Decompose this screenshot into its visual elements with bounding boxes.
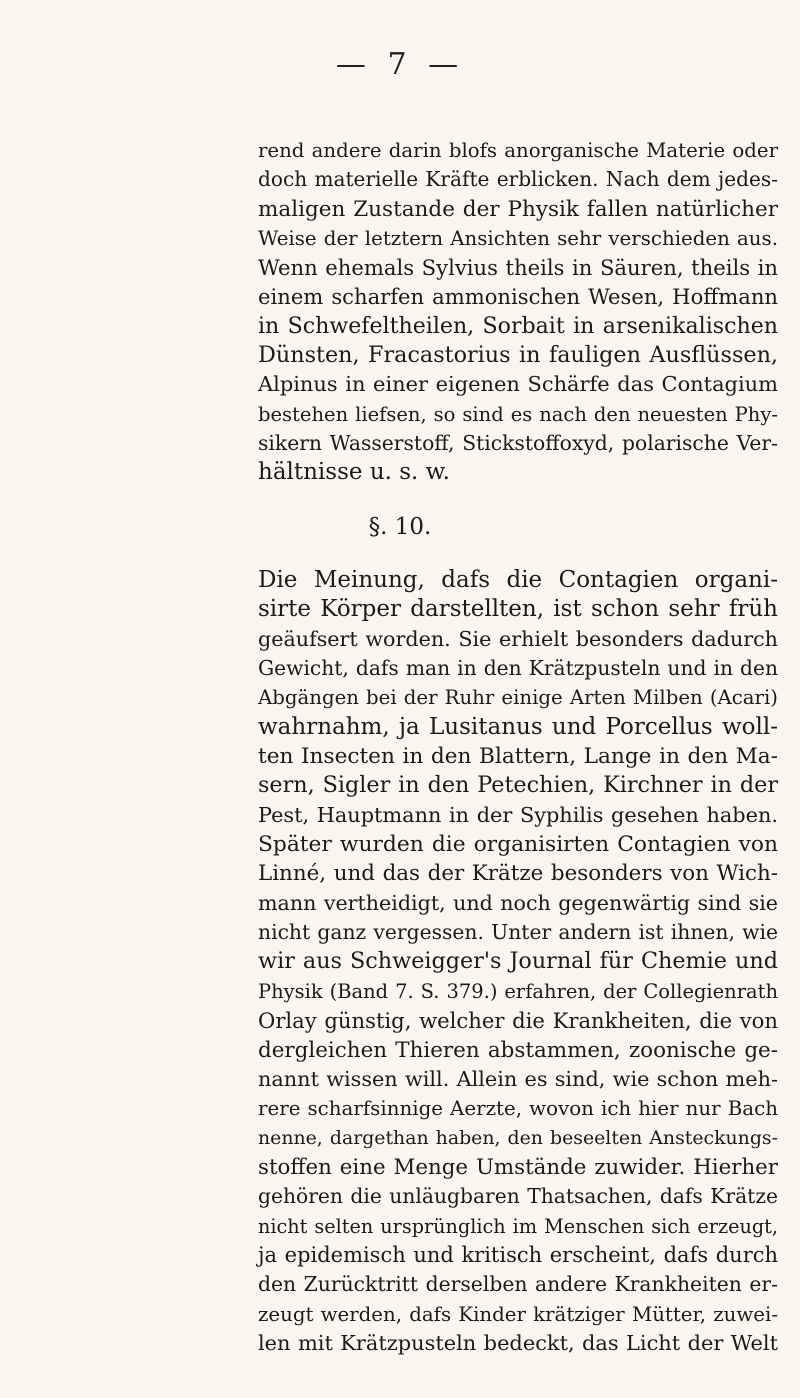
text-line: Orlay günstig, welcher die Krankheiten, die von bbox=[258, 1008, 778, 1034]
text-line: sern, Sigler in den Petechien, Kirchner in der bbox=[258, 772, 778, 799]
text-line: wahrnahm, ja Lusitanus und Porcellus woll- bbox=[258, 713, 778, 740]
text-line: maligen Zustande der Physik fallen natürlicher bbox=[258, 196, 778, 222]
text-line: bestehen liefsen, so sind es nach den neuesten Phy- bbox=[258, 402, 778, 426]
text-line: ja epidemisch und kritisch erscheint, dafs durch bbox=[258, 1242, 778, 1267]
text-line: den Zurücktritt derselben andere Krankheiten er- bbox=[258, 1272, 778, 1297]
text-line: Abgängen bei der Ruhr einige Arten Milben (Acari) bbox=[258, 686, 778, 710]
paragraph-2 bbox=[258, 566, 778, 1358]
text-line: doch materielle Kräfte erblicken. Nach dem jedes- bbox=[258, 167, 778, 192]
text-line: Dünsten, Fracastorius in fauligen Ausflüssen, bbox=[258, 342, 778, 369]
paragraph-1 bbox=[258, 136, 778, 488]
text-line: Physik (Band 7. S. 379.) erfahren, der Collegienrath bbox=[258, 979, 778, 1003]
text-line: Wenn ehemals Sylvius theils in Säuren, theils in bbox=[258, 255, 778, 281]
text-line: mann vertheidigt, und noch gegenwärtig sind sie bbox=[258, 890, 778, 915]
text-line: nannt wissen will. Allein es sind, wie schon meh- bbox=[258, 1066, 778, 1091]
section-heading: §. 10. bbox=[368, 514, 432, 540]
text-line: Später wurden die organisirten Contagien von bbox=[258, 832, 778, 858]
text-line: rere scharfsinnige Aerzte, wovon ich hier nur Bach bbox=[258, 1097, 778, 1121]
text-line: rend andere darin blofs anorganische Materie oder bbox=[258, 139, 778, 162]
text-line: zeugt werden, dafs Kinder krätziger Mütter, zuwei- bbox=[258, 1302, 778, 1326]
text-line: stoffen eine Menge Umstände zuwider. Hierher bbox=[258, 1154, 778, 1180]
text-line: in Schwefeltheilen, Sorbait in arsenikalischen bbox=[258, 312, 778, 339]
text-line: sikern Wasserstoff, Stickstoffoxyd, polarische Ver- bbox=[258, 430, 778, 455]
text-line: len mit Krätzpusteln bedeckt, das Licht der Welt bbox=[258, 1330, 778, 1355]
text-line: Gewicht, dafs man in den Krätzpusteln und in den bbox=[258, 656, 778, 681]
text-line: Pest, Hauptmann in der Syphilis gesehen haben. bbox=[258, 802, 778, 827]
text-line: gehören die unläugbaren Thatsachen, dafs Krätze bbox=[258, 1184, 778, 1209]
text-line: wir aus Schweigger's Journal für Chemie und bbox=[258, 948, 778, 975]
text-line: nenne, dargethan haben, den beseelten Ansteckungs- bbox=[258, 1126, 778, 1149]
text-line: einem scharfen ammonischen Wesen, Hoffmann bbox=[258, 284, 778, 310]
text-line: hältnisse u. s. w. bbox=[258, 459, 450, 486]
text-line: nicht ganz vergessen. Unter andern ist ihnen, wie bbox=[258, 920, 778, 945]
text-line: Alpinus in einer eigenen Schärfe das Contagium bbox=[258, 372, 778, 397]
text-line: Weise der letztern Ansichten sehr verschieden aus. bbox=[258, 226, 778, 250]
text-line: sirte Körper darstellten, ist schon sehr früh bbox=[258, 596, 778, 623]
page-number: — 7 — bbox=[335, 47, 465, 82]
text-line: ten Insecten in den Blattern, Lange in den Ma- bbox=[258, 744, 778, 770]
text-line: nicht selten ursprünglich im Menschen sich erzeugt, bbox=[258, 1214, 778, 1238]
text-line: Die Meinung, dafs die Contagien organi- bbox=[258, 567, 778, 593]
text-line: geäufsert worden. Sie erhielt besonders dadurch bbox=[258, 626, 778, 651]
text-line: dergleichen Thieren abstammen, zoonische ge- bbox=[258, 1037, 778, 1063]
text-line: Linné, und das der Krätze besonders von Wich- bbox=[258, 861, 778, 887]
